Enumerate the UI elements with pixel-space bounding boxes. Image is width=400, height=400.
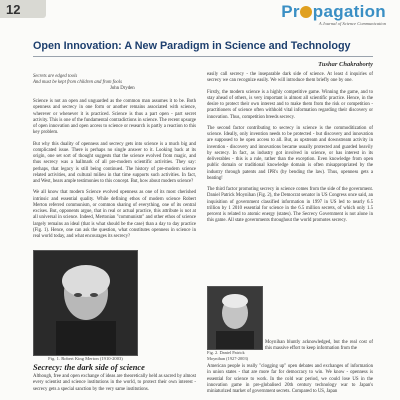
portrait-image xyxy=(208,287,262,349)
body-paragraph: easily call secrecy - the inseparable dark side of science. At least 4 inquiries of secrecy we can recognize easily. We will introduce them briefly one by one. xyxy=(207,72,373,84)
right-column-beside-figure xyxy=(265,340,373,358)
figure-1-caption: Fig. 1. Robert King Merton (1910-2003) xyxy=(48,356,123,361)
epigraph-line: And must be kept from children and from fools xyxy=(33,80,122,86)
figure-2-caption: Fig. 2. Daniel Patrick Moynihan (1927-2003) xyxy=(207,350,249,361)
body-paragraph: Although, free and open exchange of ideas are theoretically held as sacred by almost every scientist and science institutions in the world, to protect their own interest - secrecy gets a special sanction by the very same institutions. xyxy=(33,374,196,392)
epigraph xyxy=(33,74,193,86)
epigraph-line: Secrets are edged tools xyxy=(33,74,78,79)
left-column xyxy=(33,99,196,245)
body-paragraph: American people is really "clogging up" open debates and exchanges of information in union states - that are more far for democracy to win. We know - openness is essential for science to work. In the cold war period, we could lose US in the innovation game in pre-globalised 20th century technology war to Japan's miniaturized market of government secrets. Compared to US, Japan xyxy=(207,364,373,394)
body-paragraph: The third factor promoting secrecy in science comes from the side of the government. Daniel Patrick Moynihan (Fig. 2), the Democrat senator in US Congress once said, an inquisition of government classified information in 1997 in US led to nearly 6.5 trillion by 1 2010 essential for science in the 6.5 million secrets, of which only 1.5 percent is related to atomic energy (states). The Secrecy Government is not alone in this game. All state governments throughout the world promotes secrecy. xyxy=(207,187,373,224)
body-paragraph: Moynihan bluntly acknowledged, but the real cost of this massive effort to keep information from the xyxy=(265,340,373,352)
body-paragraph: We all know that modern Science evolved openness as one of its most cherished intrinsic and essential quality. While defining ethos of modern science Robert Merton referred communism, or common sharing of everything, one of its central excises. But, opponents argue, that in real or actual practice, this attribute is not at all universal in science. Indeed, Mertonian "communism" and other ethos of science largely remains an ideal (that is what should be the case) than a day to day practice (Fig. 1). Hence, one can ask the question, what constitutes openness in science in real world today, and what encourages its secrecy? xyxy=(33,190,196,239)
left-column-continued xyxy=(33,374,196,398)
body-paragraph: The second factor contributing to secrecy in science is the commoditization of science. Ideally, only invention needs to be protected - but discovery and innovation are supposed to be open access to all. But, as upstream and downstream activity in invention - discovery and innovations became usually protected and guarded heavily by secrecy. In fact, as industry got involved in science, or has interest in its deliverables - this is a rule, rather than the exception. Even knowledge from open public domain or traditional knowledge domain is often misappropriated by the industry through patents and IPR's (by bending the law). Thus, openness gets a beating! xyxy=(207,125,373,181)
page-number-tab xyxy=(0,0,46,18)
article-author: Tushar Chakraborty xyxy=(318,61,373,68)
body-paragraph: Firstly, the modern science is a highly competitive game. Winning the game, and to stay ahead of others, is very important is almost all scientific practice. Hence, in the desire to protect their own interest and to make them from the risk or competition - practitioners of science often withhold vital information regarding their discovery or innovation. Thus, competition breeds secrecy. xyxy=(207,89,373,120)
page-header xyxy=(0,0,400,30)
right-column xyxy=(207,72,373,230)
figure-merton-photo xyxy=(33,250,138,356)
logo-wordmark: Pr pagation xyxy=(281,2,386,21)
title-divider xyxy=(33,56,373,57)
figure-moynihan-photo xyxy=(207,286,263,350)
article-title: Open Innovation: A New Paradigm in Science and Technology xyxy=(33,40,351,52)
right-column-bottom xyxy=(207,364,373,400)
body-paragraph: But why this duality of openness and secrecy gets into science is a much big and complicated issue. There is perhaps no single answer to it. Looking back at its origin, one set sort of thought suggests that the science evolved from magic, and thus secrecy was a hallmark of all pre-modern scientific activities. They say: perhaps, that legacy is still being continued. The history of pre-modern science related activities, and cultural milieu in that time supports such activities. In fact, and West, bears ample testimonies to this concept. But, how about modern science? xyxy=(33,141,196,184)
portrait-image xyxy=(34,251,137,355)
propagation-logo xyxy=(266,2,386,28)
logo-o-icon xyxy=(300,6,312,18)
section-subhead: Secrecy: the dark side of science xyxy=(33,363,145,372)
epigraph-author: John Dryden xyxy=(110,86,135,91)
logo-tagline: A Journal of Science Communication xyxy=(318,21,386,26)
body-paragraph: Science is not an open and unguarded as the common man assumes it to be. Both openness and secrecy in one form or another remains associated with science, wherever or whenever it is practiced. Science is thus a part open - part secret activity. This is one of the fundamental contradictions in science. The recent upsurge of open innovation and open access to science or research is partly a reaction to this key problem. xyxy=(33,99,196,136)
page-number: 12 xyxy=(6,2,21,17)
